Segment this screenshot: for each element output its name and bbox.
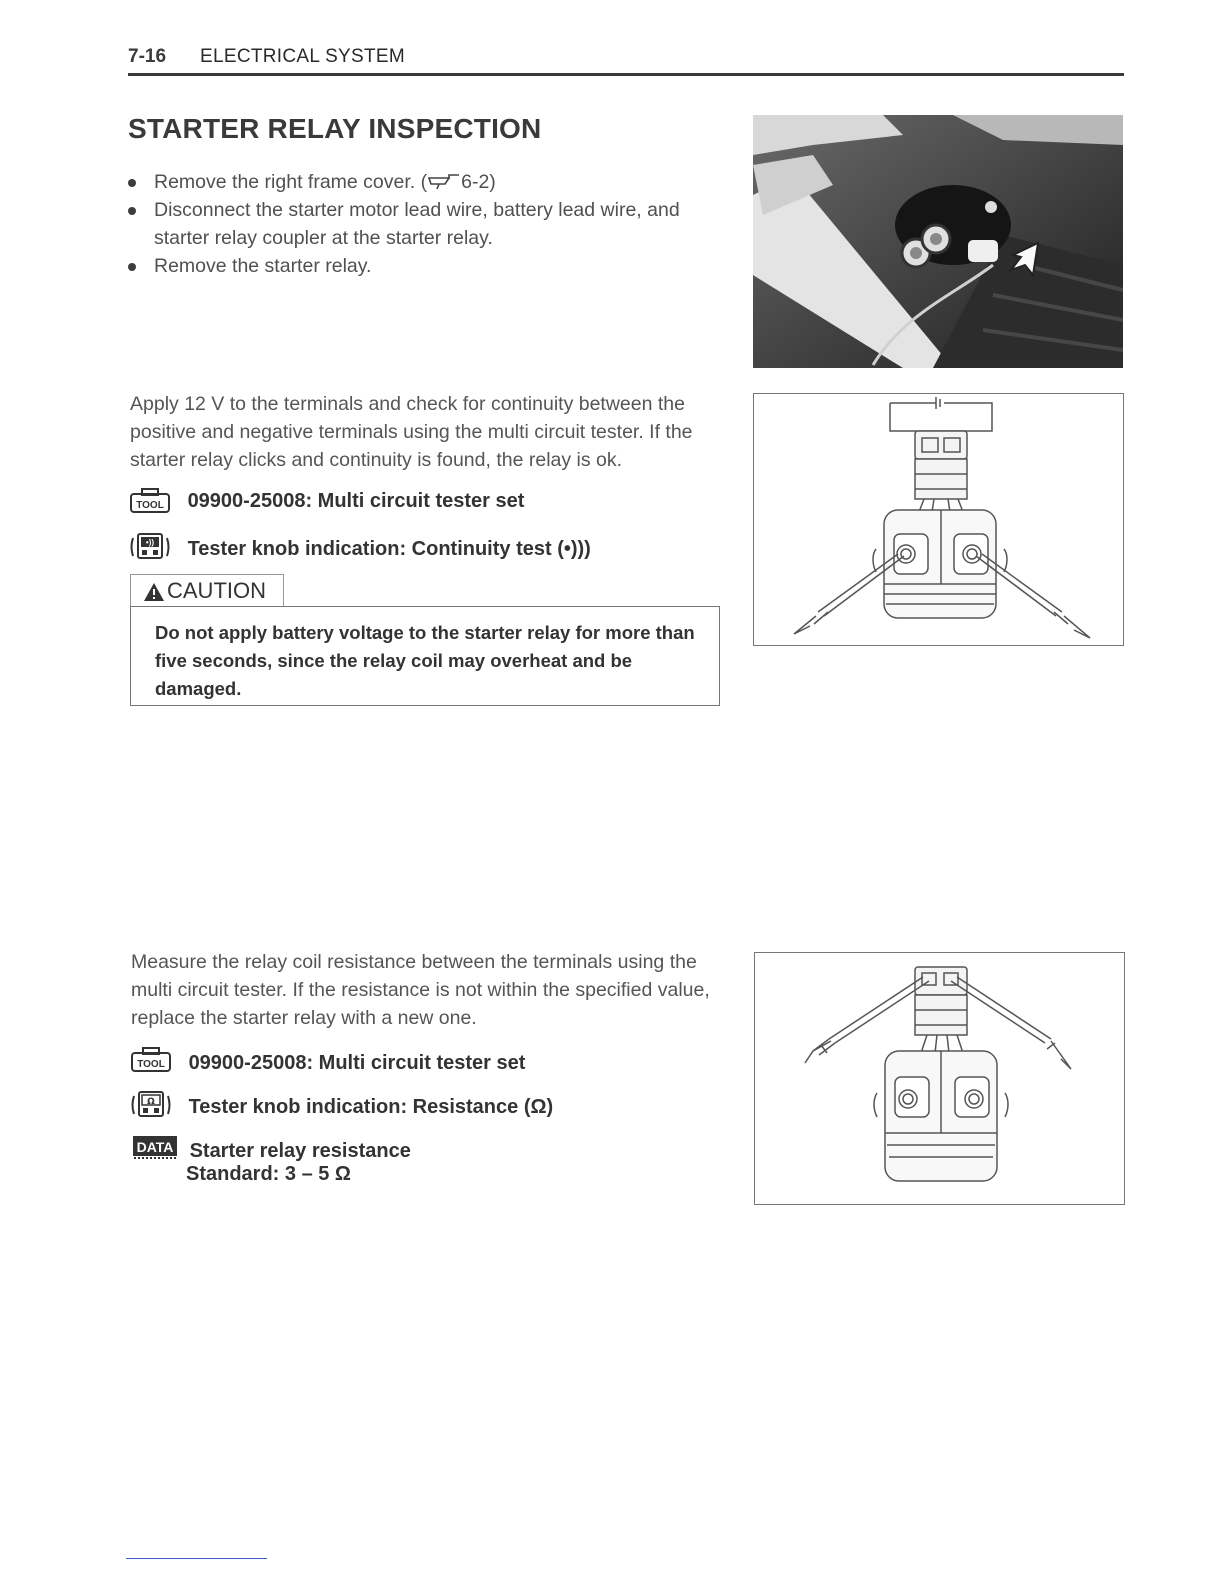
standard-value: Standard: 3 – 5 Ω [186, 1163, 351, 1185]
relay-battery-illustration [754, 394, 1123, 645]
data-label: Starter relay resistance [189, 1139, 411, 1162]
bullet-icon [128, 263, 136, 271]
continuity-diagram [753, 393, 1124, 646]
data-icon [132, 1134, 178, 1168]
warning-triangle-icon [143, 582, 165, 602]
bullet-icon [128, 179, 136, 187]
tool-icon [131, 1047, 171, 1079]
resistance-diagram [754, 952, 1125, 1205]
tool-line [130, 488, 524, 514]
step-text: Disconnect the starter motor lead wire, battery lead wire, and starter relay coupler at the starter relay. [154, 199, 680, 249]
step-text: Remove the right frame cover. ( [154, 171, 428, 193]
svg-text:DATA: DATA [136, 1139, 174, 1155]
step-reference: 6-2) [461, 171, 496, 193]
tool-line [131, 1047, 525, 1079]
knob-text: Tester knob indication: Resistance (Ω) [188, 1095, 554, 1118]
tool-text: 09900-25008: Multi circuit tester set [187, 489, 525, 512]
page-number: 7-16 [128, 46, 167, 67]
step-text: Remove the starter relay. [154, 255, 372, 277]
multimeter-ohm-icon [131, 1090, 171, 1124]
knob-line [131, 1090, 553, 1124]
svg-text:TOOL: TOOL [136, 500, 164, 511]
photo-image [753, 115, 1123, 368]
multimeter-continuity-icon [130, 532, 170, 566]
footer-rule [126, 1558, 267, 1559]
knob-text: Tester knob indication: Continuity test (•))) [187, 537, 591, 560]
list-item [128, 252, 728, 280]
tool-icon [130, 488, 170, 514]
svg-text:TOOL: TOOL [137, 1059, 165, 1070]
list-item [128, 196, 728, 252]
resistance-paragraph: Measure the relay coil resistance between the terminals using the multi circuit tester. If the resistance is not within the specified value, replace the starter relay with a new one. [131, 951, 710, 1029]
starter-relay-photo [753, 115, 1123, 368]
bullet-icon [128, 207, 136, 215]
section-header: ELECTRICAL SYSTEM [200, 46, 405, 67]
svg-text:Ω: Ω [147, 1097, 155, 1107]
page-title: STARTER RELAY INSPECTION [128, 113, 542, 144]
header-rule [128, 73, 1124, 76]
relay-probe-illustration [755, 953, 1124, 1204]
caution-box [130, 606, 720, 706]
reference-hand-icon [427, 172, 461, 190]
page-header [128, 44, 1124, 78]
caution-text: Do not apply battery voltage to the starter relay for more than five seconds, since the relay coil may overheat and be damaged. [155, 622, 695, 699]
knob-line [130, 532, 591, 566]
removal-steps [128, 168, 728, 280]
caution-label: CAUTION [130, 574, 284, 607]
continuity-paragraph: Apply 12 V to the terminals and check for continuity between the positive and negative terminals using the multi circuit tester. If the starter relay clicks and continuity is found, the relay is ok. [130, 393, 693, 471]
tool-text: 09900-25008: Multi circuit tester set [188, 1051, 526, 1074]
svg-text:•)): •)) [145, 538, 155, 547]
list-item [128, 168, 728, 196]
